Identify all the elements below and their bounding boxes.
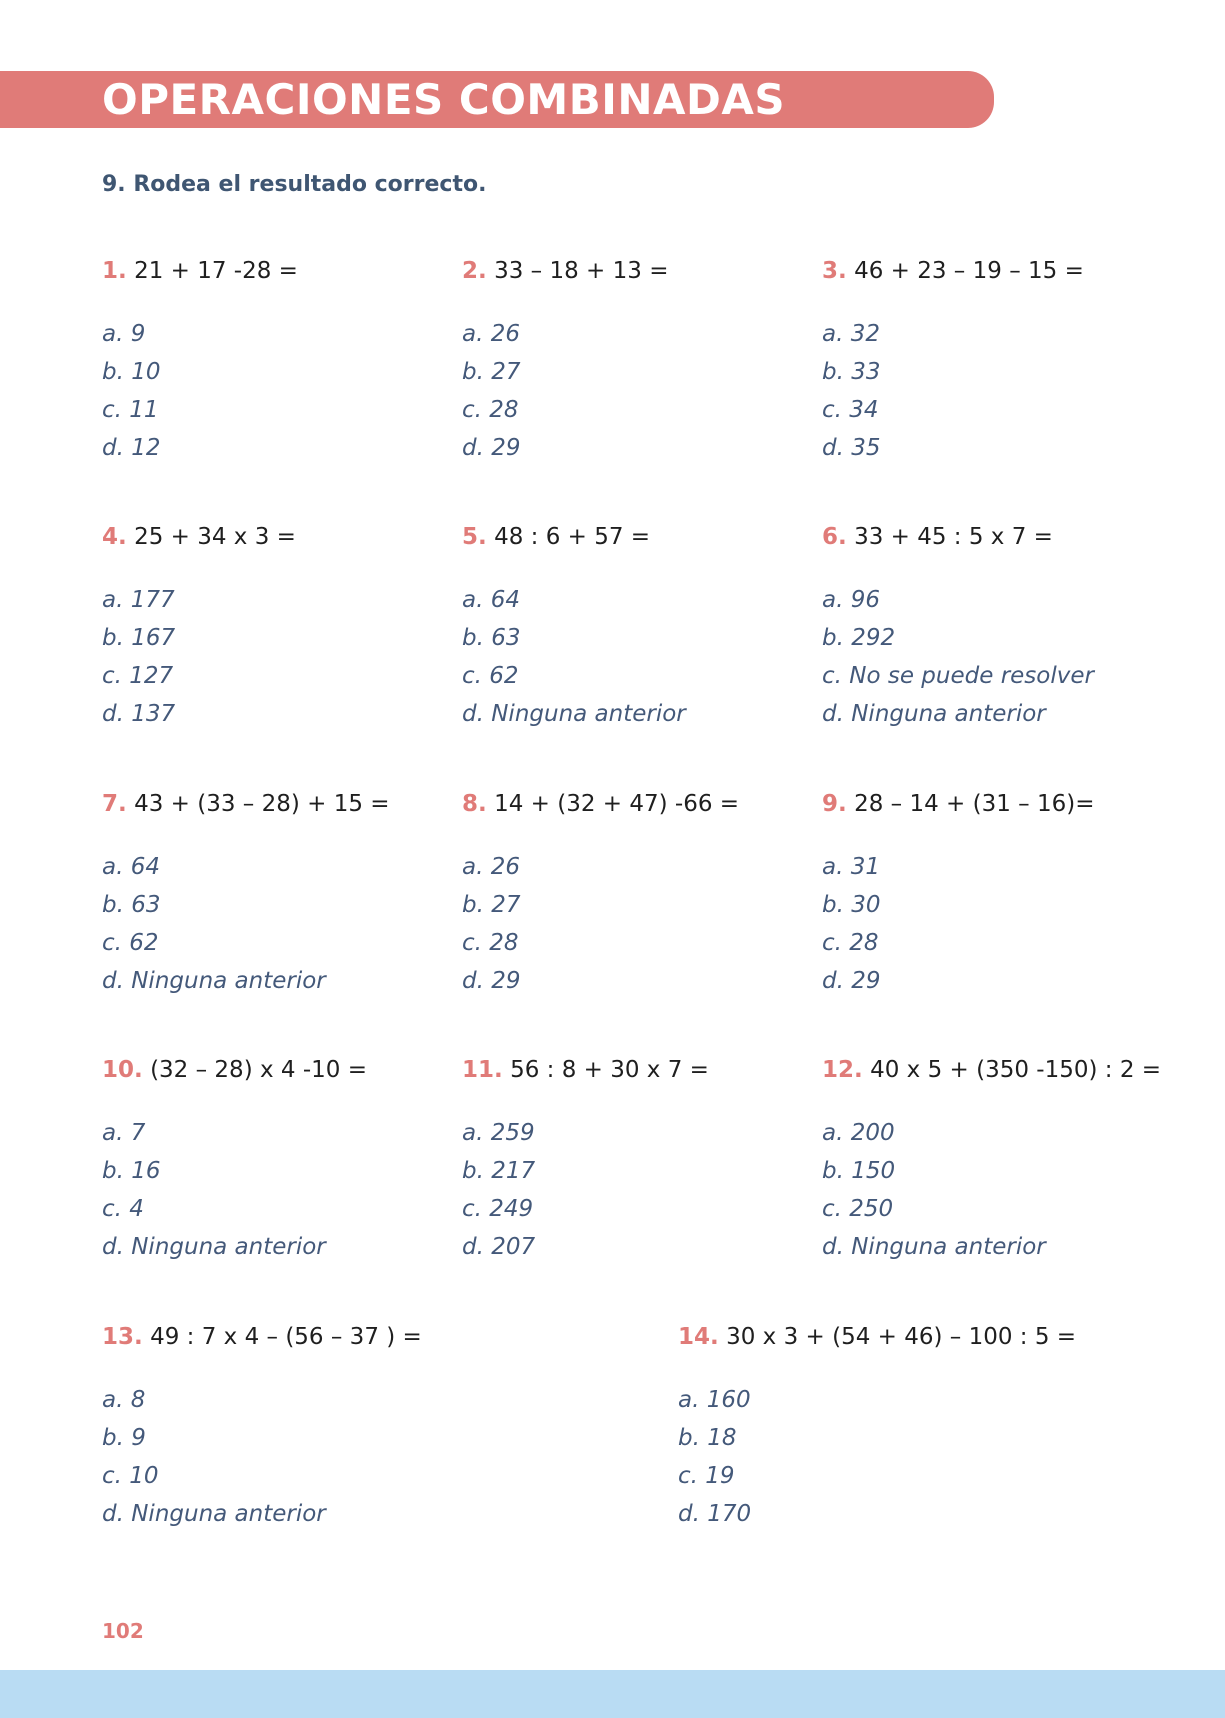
problem-expression: 28 – 14 + (31 – 16)= [854,791,1095,817]
problem-expression: 49 : 7 x 4 – (56 – 37 ) = [150,1324,422,1350]
problem-2 [462,256,668,467]
answer-option-d[interactable]: d. Ninguna anterior [462,701,686,727]
problem-number: 10. [102,1057,143,1083]
problem-14 [678,1322,1076,1533]
footer-band [0,1670,1225,1718]
answer-option-b[interactable]: b. 63 [462,625,521,651]
answer-options [102,1114,367,1266]
problem-expression: 33 – 18 + 13 = [494,258,669,284]
problem-expression: 21 + 17 -28 = [134,258,298,284]
problem-12 [822,1055,1161,1266]
problem-9 [822,789,1094,1000]
answer-option-a[interactable]: a. 177 [102,587,175,613]
answer-options [102,315,298,467]
answer-option-c[interactable]: c. 28 [822,930,879,956]
answer-options [822,1114,1161,1266]
answer-option-a[interactable]: a. 259 [462,1120,535,1146]
answer-option-d[interactable]: d. 207 [462,1234,536,1260]
problem-question [822,256,1084,286]
answer-option-c[interactable]: c. 34 [822,397,879,423]
answer-option-c[interactable]: c. 28 [462,397,519,423]
answer-option-b[interactable]: b. 27 [462,359,521,385]
answer-option-b[interactable]: b. 217 [462,1158,536,1184]
answer-option-b[interactable]: b. 27 [462,892,521,918]
problem-question [462,256,668,286]
answer-options [822,315,1084,467]
problem-3 [822,256,1084,467]
problem-expression: 56 : 8 + 30 x 7 = [510,1057,709,1083]
problem-10 [102,1055,367,1266]
problem-expression: 30 x 3 + (54 + 46) – 100 : 5 = [726,1324,1077,1350]
answer-options [102,581,296,733]
problem-expression: 14 + (32 + 47) -66 = [494,791,740,817]
answer-options [822,581,1094,733]
problem-question [462,789,739,819]
problem-question [102,256,298,286]
problem-number: 7. [102,791,127,817]
answer-option-c[interactable]: c. 4 [102,1196,144,1222]
problem-expression: (32 – 28) x 4 -10 = [150,1057,367,1083]
answer-option-a[interactable]: a. 31 [822,854,880,880]
answer-option-a[interactable]: a. 32 [822,321,880,347]
answer-options [678,1381,1076,1533]
answer-option-d[interactable]: d. Ninguna anterior [102,968,326,994]
answer-option-c[interactable]: c. 11 [102,397,159,423]
answer-option-c[interactable]: c. 127 [102,663,174,689]
answer-option-d[interactable]: d. 170 [678,1501,752,1527]
answer-option-c[interactable]: c. No se puede resolver [822,663,1094,689]
answer-options [462,1114,709,1266]
answer-options [102,1381,422,1533]
problem-number: 2. [462,258,487,284]
answer-option-d[interactable]: d. 12 [102,435,161,461]
problem-expression: 43 + (33 – 28) + 15 = [134,791,390,817]
answer-option-d[interactable]: d. Ninguna anterior [102,1234,326,1260]
answer-options [822,848,1094,1000]
problem-question [102,1055,367,1085]
title-banner [0,71,994,128]
answer-option-b[interactable]: b. 167 [102,625,176,651]
page-number: 102 [102,1619,144,1643]
answer-option-a[interactable]: a. 200 [822,1120,895,1146]
answer-options [102,848,390,1000]
problem-number: 12. [822,1057,863,1083]
answer-option-d[interactable]: d. Ninguna anterior [102,1501,326,1527]
problem-4 [102,522,296,733]
answer-option-c[interactable]: c. 62 [462,663,519,689]
answer-options [462,581,686,733]
problem-question [102,789,390,819]
problem-8 [462,789,739,1000]
answer-option-c[interactable]: c. 19 [678,1463,735,1489]
answer-option-d[interactable]: d. 35 [822,435,881,461]
answer-option-a[interactable]: a. 26 [462,321,520,347]
problem-number: 6. [822,524,847,550]
problem-expression: 46 + 23 – 19 – 15 = [854,258,1084,284]
problem-question [102,522,296,552]
answer-options [462,848,739,1000]
problem-13 [102,1322,422,1533]
problem-expression: 48 : 6 + 57 = [494,524,651,550]
answer-option-b[interactable]: b. 18 [678,1425,737,1451]
problem-question [822,789,1094,819]
answer-option-c[interactable]: c. 10 [102,1463,159,1489]
problem-number: 11. [462,1057,503,1083]
problem-number: 9. [822,791,847,817]
answer-option-d[interactable]: d. 29 [462,968,521,994]
answer-option-b[interactable]: b. 30 [822,892,881,918]
problem-question [102,1322,422,1352]
problem-number: 1. [102,258,127,284]
answer-option-c[interactable]: c. 249 [462,1196,534,1222]
problem-number: 8. [462,791,487,817]
answer-option-a[interactable]: a. 64 [462,587,520,613]
answer-option-b[interactable]: b. 292 [822,625,896,651]
problem-expression: 25 + 34 x 3 = [134,524,296,550]
answer-option-c[interactable]: c. 250 [822,1196,894,1222]
problem-question [462,1055,709,1085]
answer-option-c[interactable]: c. 28 [462,930,519,956]
answer-option-a[interactable]: a. 8 [102,1387,146,1413]
problem-question [678,1322,1076,1352]
problem-number: 13. [102,1324,143,1350]
problem-number: 4. [102,524,127,550]
answer-option-b[interactable]: b. 33 [822,359,881,385]
answer-option-d[interactable]: d. 137 [102,701,176,727]
answer-option-d[interactable]: d. 29 [822,968,881,994]
problem-question [462,522,686,552]
problem-question [822,522,1094,552]
page-title: OPERACIONES COMBINADAS [102,75,786,124]
answer-option-a[interactable]: a. 64 [102,854,160,880]
problem-11 [462,1055,709,1266]
answer-option-a[interactable]: a. 26 [462,854,520,880]
answer-option-d[interactable]: d. Ninguna anterior [822,1234,1046,1260]
answer-option-a[interactable]: a. 96 [822,587,880,613]
answer-option-b[interactable]: b. 9 [102,1425,146,1451]
problem-7 [102,789,390,1000]
answer-option-b[interactable]: b. 16 [102,1158,161,1184]
answer-option-b[interactable]: b. 63 [102,892,161,918]
problem-5 [462,522,686,733]
problem-question [822,1055,1161,1085]
answer-options [462,315,668,467]
answer-option-d[interactable]: d. Ninguna anterior [822,701,1046,727]
answer-option-b[interactable]: b. 150 [822,1158,896,1184]
answer-option-a[interactable]: a. 160 [678,1387,751,1413]
answer-option-c[interactable]: c. 62 [102,930,159,956]
answer-option-a[interactable]: a. 7 [102,1120,146,1146]
answer-option-d[interactable]: d. 29 [462,435,521,461]
problem-number: 3. [822,258,847,284]
answer-option-a[interactable]: a. 9 [102,321,146,347]
exercise-instruction: 9. Rodea el resultado correcto. [102,172,487,197]
problem-number: 5. [462,524,487,550]
problem-6 [822,522,1094,733]
problem-number: 14. [678,1324,719,1350]
problem-expression: 33 + 45 : 5 x 7 = [854,524,1053,550]
problem-1 [102,256,298,467]
answer-option-b[interactable]: b. 10 [102,359,161,385]
problem-expression: 40 x 5 + (350 -150) : 2 = [870,1057,1162,1083]
